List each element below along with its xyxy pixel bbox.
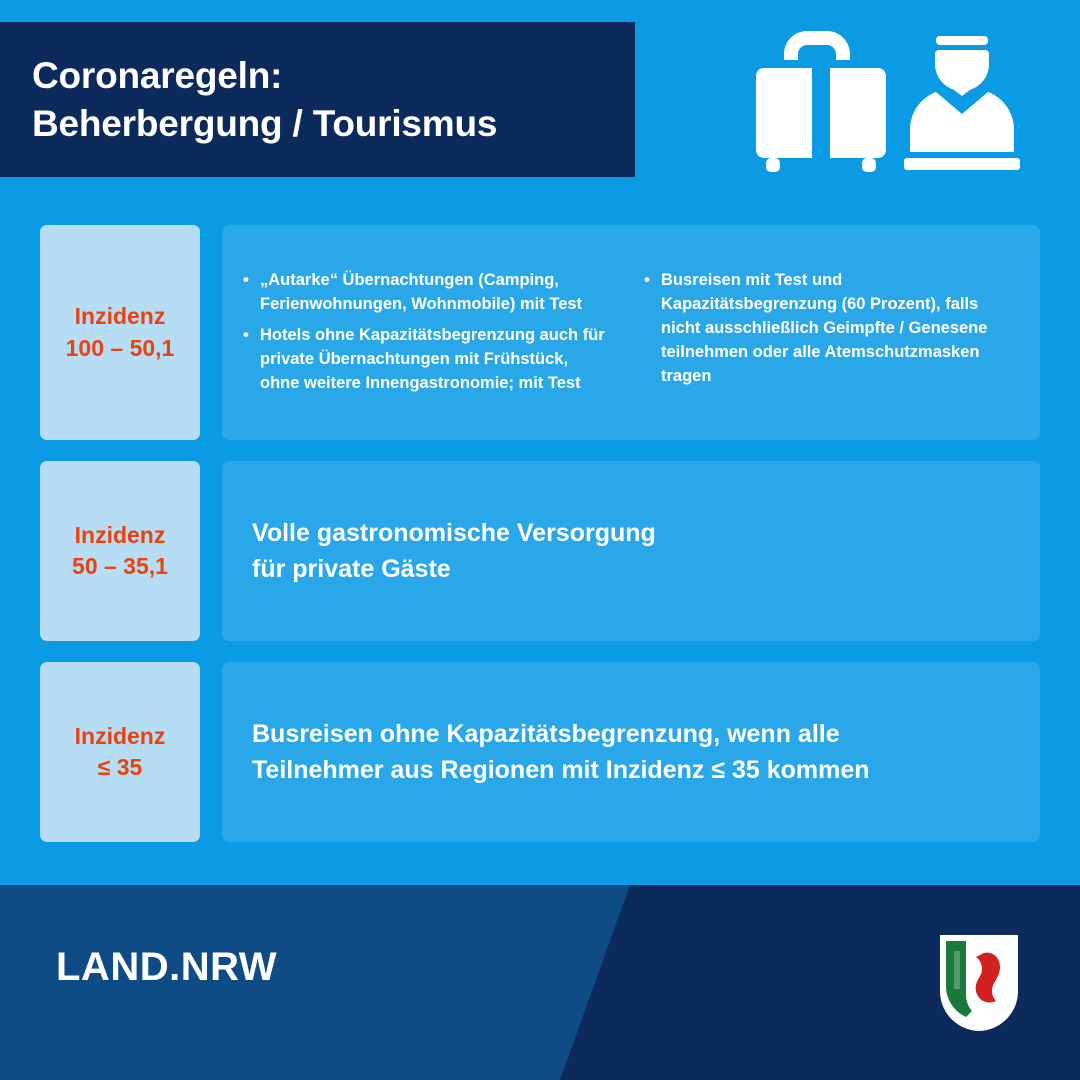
list-item: • Busreisen mit Test und Kapazitätsbegrenzung (60 Prozent), falls nicht ausschließlich Geimpfte / Genesene teilnehmen oder alle Atemschutzmasken tragen — [661, 269, 1012, 389]
rule-content-1-columns — [222, 269, 1040, 396]
rule-content-2 — [222, 461, 1040, 641]
incidence-badge-2-range: 50 – 35,1 — [72, 553, 168, 579]
rule-content-3-text — [222, 716, 894, 789]
header-icon-group — [736, 30, 1036, 180]
page-title-line-2: Beherbergung / Tourismus — [32, 102, 498, 144]
rule-content-1 — [222, 225, 1040, 440]
incidence-badge-2 — [40, 461, 200, 641]
rule-row-1 — [40, 225, 1040, 440]
rule-content-2-text — [222, 515, 680, 588]
incidence-badge-3 — [40, 662, 200, 842]
page-title-line-1: Coronaregeln: — [32, 55, 283, 97]
rule-content-2-line-2: für private Gäste — [252, 555, 451, 583]
hotel-receptionist-icon — [904, 36, 1020, 170]
incidence-badge-3-range: ≤ 35 — [97, 754, 143, 780]
nrw-coat-of-arms-icon — [938, 933, 1020, 1033]
incidence-badge-1 — [40, 225, 200, 440]
rule-content-2-line-1: Volle gastronomische Versorgung — [252, 518, 656, 547]
list-item: • „Autarke“ Übernachtungen (Camping, Ferienwohnungen, Wohnmobile) mit Test — [260, 269, 611, 317]
incidence-badge-2-label: Inzidenz — [74, 521, 166, 548]
rules-rows — [40, 225, 1040, 863]
header-icons-svg — [736, 30, 1036, 180]
rule-content-3 — [222, 662, 1040, 842]
rule-row-2 — [40, 461, 1040, 641]
page-title — [0, 52, 497, 147]
rule-content-1-left-column — [228, 269, 629, 396]
nrw-crest-svg — [938, 933, 1020, 1033]
brand-logo-text: LAND.NRW — [56, 945, 278, 989]
footer-bar — [0, 885, 1080, 1080]
list-item: • Hotels ohne Kapazitätsbegrenzung auch für private Übernachtungen mit Frühstück, ohne weitere Innengastronomie; mit Test — [260, 324, 611, 396]
rule-content-3-line-2: Teilnehmer aus Regionen mit Inzidenz ≤ 35 kommen — [252, 756, 870, 784]
incidence-badge-1-label: Inzidenz — [74, 303, 166, 330]
rule-content-3-line-1: Busreisen ohne Kapazitätsbegrenzung, wenn alle — [252, 719, 840, 748]
suitcase-icon — [756, 31, 886, 172]
header-bar — [0, 22, 635, 177]
bullet-list-left — [238, 269, 611, 396]
incidence-badge-1-range: 100 – 50,1 — [65, 334, 175, 361]
rule-content-1-right-column — [629, 269, 1030, 396]
rule-row-3 — [40, 662, 1040, 842]
incidence-badge-3-label: Inzidenz — [74, 722, 166, 749]
bullet-list-right — [639, 269, 1012, 389]
